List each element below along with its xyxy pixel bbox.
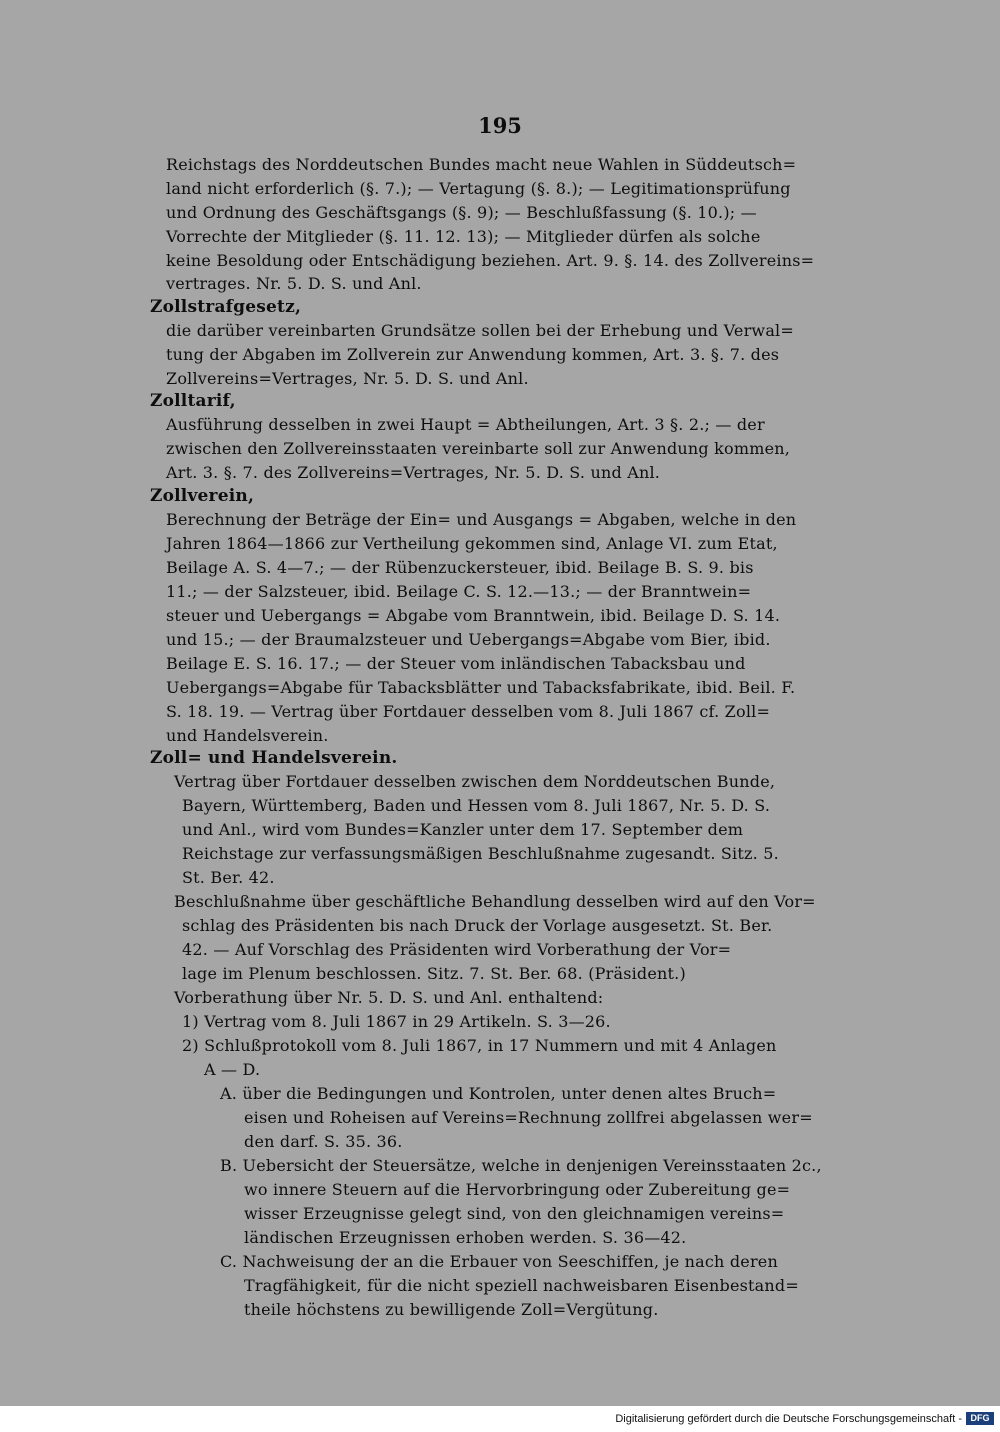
text-line: Beschlußnahme über geschäftliche Behandlung desselben wird auf den Vor= [174,892,816,911]
text-line: Vertrag über Fortdauer desselben zwischen dem Norddeutschen Bunde, [174,772,776,791]
list-item: 1) Vertrag vom 8. Juli 1867 in 29 Artikeln. S. 3—26. [182,1012,611,1031]
text-line: und Anl., wird vom Bundes=Kanzler unter dem 17. September dem [182,820,744,839]
text-line: Ausführung desselben in zwei Haupt = Abtheilungen, Art. 3 §. 2.; — der [166,415,765,434]
footer [0,1406,1000,1432]
text-line: eisen und Roheisen auf Vereins=Rechnung zollfrei abgelassen wer= [244,1108,813,1127]
lemma-heading: Zolltarif, [150,391,236,411]
text-line: lage im Plenum beschlossen. Sitz. 7. St. Ber. 68. (Präsident.) [182,964,686,983]
text-line: 11.; — der Salzsteuer, ibid. Beilage C. S. 12.—13.; — der Branntwein= [166,582,752,601]
text-line: Bayern, Württemberg, Baden und Hessen vom 8. Juli 1867, Nr. 5. D. S. [182,796,771,815]
text-line: Uebergangs=Abgabe für Tabacksblätter und Tabacksfabrikate, ibid. Beil. F. [166,678,796,697]
text-line: 42. — Auf Vorschlag des Präsidenten wird Vorberathung der Vor= [182,940,732,959]
text-line: ländischen Erzeugnissen erhoben werden. S. 36—42. [244,1228,687,1247]
text-line: A — D. [204,1060,261,1079]
text-line: Beilage A. S. 4—7.; — der Rübenzuckersteuer, ibid. Beilage B. S. 9. bis [166,558,754,577]
list-item: B. Uebersicht der Steuersätze, welche in denjenigen Vereinsstaaten 2c., [220,1156,822,1175]
text-line: Reichstage zur verfassungsmäßigen Beschlußnahme zugesandt. Sitz. 5. [182,844,779,863]
text-line: die darüber vereinbarten Grundsätze sollen bei der Erhebung und Verwal= [166,321,794,340]
text-line: und Ordnung des Geschäftsgangs (§. 9); — Beschlußfassung (§. 10.); — [166,203,757,222]
text-line: Jahren 1864—1866 zur Vertheilung gekommen sind, Anlage VI. zum Etat, [166,534,778,553]
text-line: Vorberathung über Nr. 5. D. S. und Anl. enthaltend: [174,988,604,1007]
dfg-logo-icon: DFG [966,1412,994,1425]
text-line: schlag des Präsidenten bis nach Druck der Vorlage ausgesetzt. St. Ber. [182,916,773,935]
text-line: St. Ber. 42. [182,868,275,887]
text-line: wo innere Steuern auf die Hervorbringung oder Zubereitung ge= [244,1180,791,1199]
text-line: Reichstags des Norddeutschen Bundes macht neue Wahlen in Süddeutsch= [166,155,797,174]
page-number: 195 [478,113,522,138]
text-line: Beilage E. S. 16. 17.; — der Steuer vom inländischen Tabacksbau und [166,654,746,673]
text-line: wisser Erzeugnisse gelegt sind, von den gleichnamigen vereins= [244,1204,785,1223]
text-line: land nicht erforderlich (§. 7.); — Vertagung (§. 8.); — Legitimationsprüfung [166,179,791,198]
text-line: Zollvereins=Vertrages, Nr. 5. D. S. und Anl. [166,369,529,388]
text-line: Art. 3. §. 7. des Zollvereins=Vertrages, Nr. 5. D. S. und Anl. [166,463,661,482]
text-line: den darf. S. 35. 36. [244,1132,403,1151]
list-item: C. Nachweisung der an die Erbauer von Seeschiffen, je nach deren [220,1252,778,1271]
text-line: vertrages. Nr. 5. D. S. und Anl. [166,274,422,293]
text-line: Berechnung der Beträge der Ein= und Ausgangs = Abgaben, welche in den [166,510,797,529]
text-line: theile höchstens zu bewilligende Zoll=Vergütung. [244,1300,659,1319]
lemma-heading: Zollstrafgesetz, [150,297,302,317]
text-line: Vorrechte der Mitglieder (§. 11. 12. 13); — Mitglieder dürfen als solche [166,227,761,246]
lemma-heading: Zoll= und Handelsverein. [150,748,398,768]
lemma-heading: Zollverein, [150,486,255,506]
text-line: zwischen den Zollvereinsstaaten vereinbarte soll zur Anwendung kommen, [166,439,791,458]
text-line: Tragfähigkeit, für die nicht speziell nachweisbaren Eisenbestand= [244,1276,799,1295]
text-line: tung der Abgaben im Zollverein zur Anwendung kommen, Art. 3. §. 7. des [166,345,780,364]
list-item: A. über die Bedingungen und Kontrolen, unter denen altes Bruch= [220,1084,777,1103]
text-line: und Handelsverein. [166,726,329,745]
text-line: und 15.; — der Braumalzsteuer und Uebergangs=Abgabe vom Bier, ibid. [166,630,771,649]
funding-credit: Digitalisierung gefördert durch die Deutsche Forschungsgemeinschaft - [615,1413,962,1425]
list-item: 2) Schlußprotokoll vom 8. Juli 1867, in 17 Nummern und mit 4 Anlagen [182,1036,777,1055]
text-line: steuer und Uebergangs = Abgabe vom Branntwein, ibid. Beilage D. S. 14. [166,606,781,625]
text-line: keine Besoldung oder Entschädigung beziehen. Art. 9. §. 14. des Zollvereins= [166,251,815,270]
text-line: S. 18. 19. — Vertrag über Fortdauer desselben vom 8. Juli 1867 cf. Zoll= [166,702,771,721]
